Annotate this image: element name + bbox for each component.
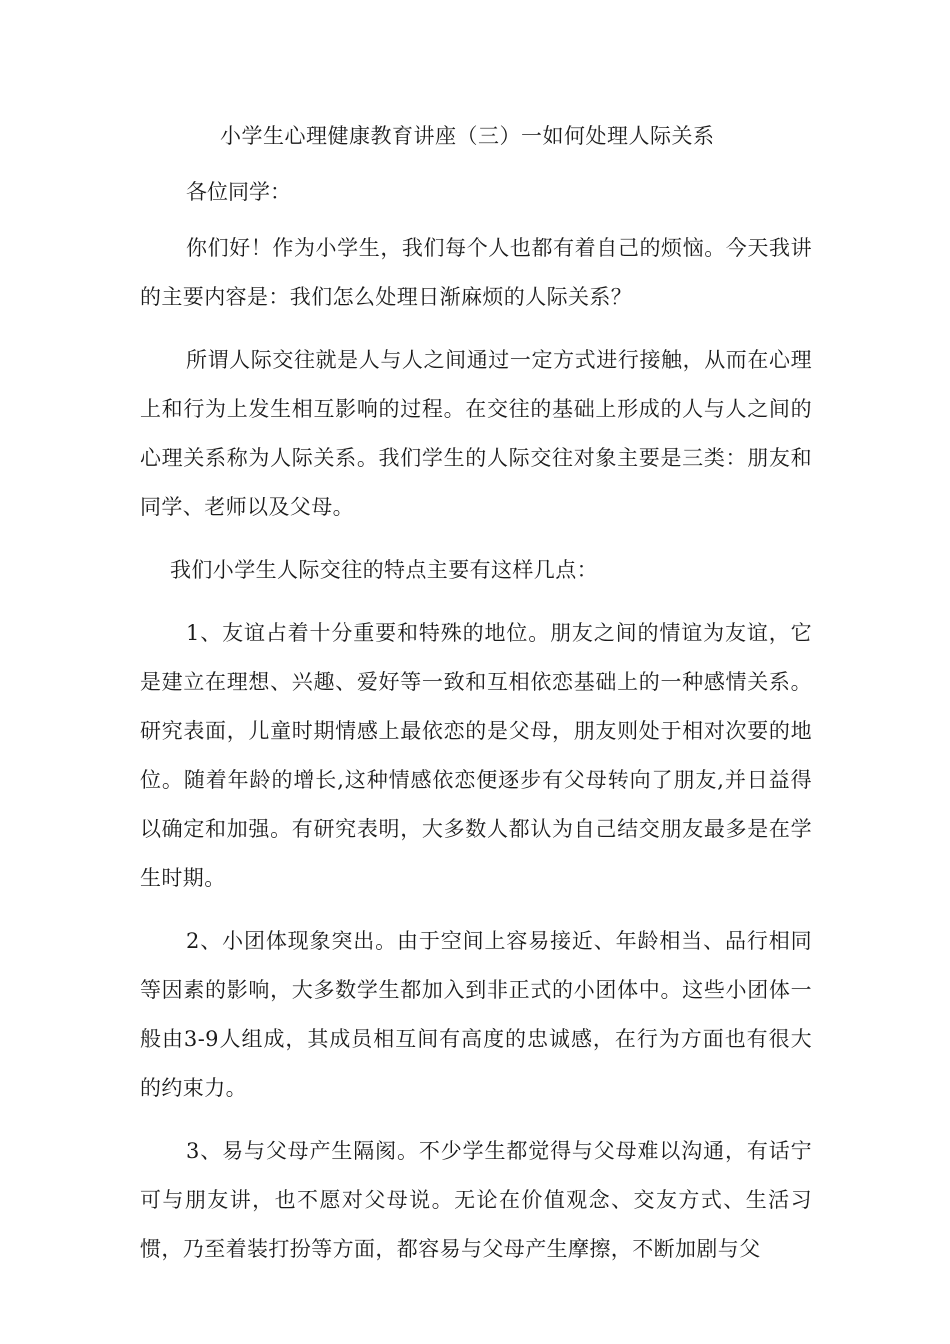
document-page: [140, 118, 812, 1288]
paragraph-features-lead: 我们小学生人际交往的特点主要有这样几点：: [170, 558, 598, 582]
paragraph-point-3: 3、易与父母产生隔阂。不少学生都觉得与父母难以沟通，有话宁可与朋友讲，也不愿对父母说。无论在价值观念、交友方式、生活习惯，乃至着装打扮等方面，都容易与父母产生摩擦，不断加剧与父: [140, 1139, 812, 1261]
paragraph-point-1: 1、友谊占着十分重要和特殊的地位。朋友之间的情谊为友谊，它是建立在理想、兴趣、爱好等一致和互相依恋基础上的一种感情关系。研究表面，儿童时期情感上最依恋的是父母，朋友则处于相对次要的地位。随着年龄的增长,这种情感依恋便逐步有父母转向了朋友,并日益得以确定和加强。有研究表明，大多数人都认为自己结交朋友最多是在学生时期。: [140, 621, 812, 890]
greeting: 各位同学：: [186, 180, 291, 204]
paragraph-definition: 所谓人际交往就是人与人之间通过一定方式进行接触，从而在心理上和行为上发生相互影响的过程。在交往的基础上形成的人与人之间的心理关系称为人际关系。我们学生的人际交往对象主要是三类：朋友和同学、老师以及父母。: [140, 348, 812, 519]
document-title: 小学生心理健康教育讲座（三）一如何处理人际关系: [220, 124, 715, 148]
paragraph-point-2: 2、小团体现象突出。由于空间上容易接近、年龄相当、品行相同等因素的影响，大多数学生都加入到非正式的小团体中。这些小团体一般由3-9人组成，其成员相互间有高度的忠诚感，在行为方面也有很大的约束力。: [140, 929, 812, 1100]
paragraph-intro: 你们好！作为小学生，我们每个人也都有着自己的烦恼。今天我讲的主要内容是：我们怎么处理日渐麻烦的人际关系？: [140, 236, 812, 309]
